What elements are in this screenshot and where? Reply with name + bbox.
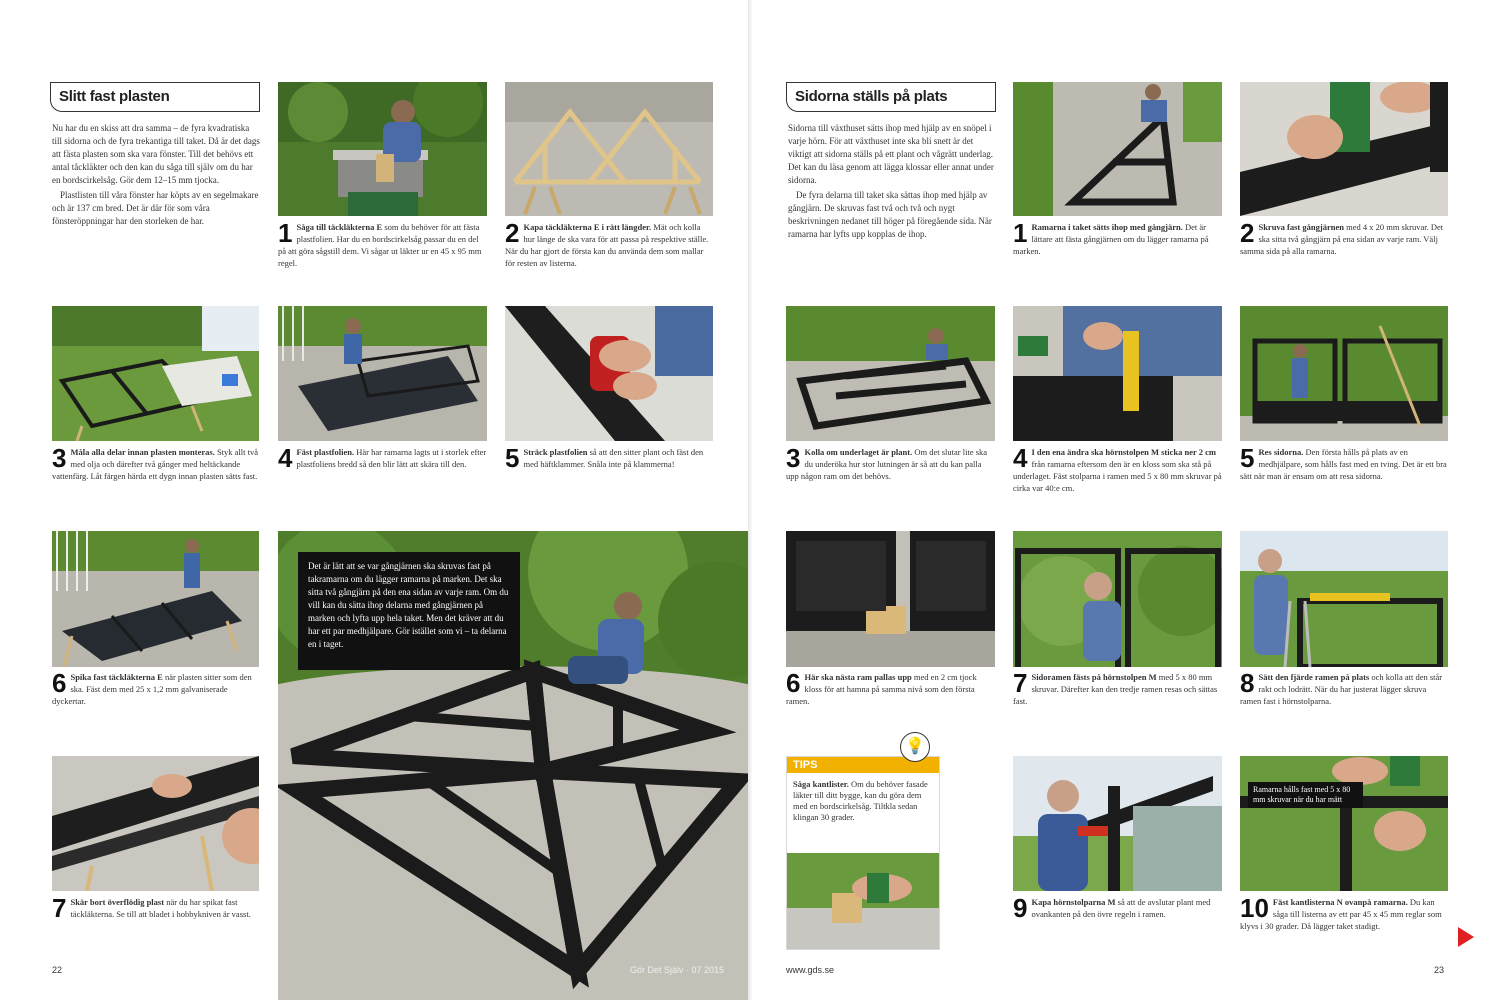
step-number: 7: [52, 893, 67, 923]
step-number: 9: [1013, 893, 1028, 923]
step-text: när du har spikat fast täckläkterna. Se till att bladet i hobbykniven är vasst.: [70, 897, 251, 919]
step-text: Du kan såga till listerna av ett par 45 x 45 mm reglar som klyvs i 30 grader. Då lägger taket stadigt.: [1240, 897, 1442, 931]
tips-body: Om du behöver fasade läkter till ditt bygge, kan du göra dem med en bordscirkelsåg. Tiltkla sedan klingan 30 grader.: [793, 779, 928, 822]
lightbulb-icon: 💡: [900, 732, 930, 762]
step-title: Ramarna i taket sätts ihop med gångjärn.: [1031, 222, 1183, 232]
step-number: 5: [505, 443, 520, 473]
step-2-caption: [1240, 218, 1448, 257]
step-4-caption: [278, 443, 487, 473]
step-title: Här ska nästa ram pallas upp: [804, 672, 912, 682]
step-7-photo: [1013, 531, 1222, 667]
step-text: med en 2 cm tjock kloss för att hamna på samma nivå som den första ramen.: [786, 672, 977, 706]
step-5-photo: [1240, 306, 1448, 441]
step-text: så att den sitter plant och fäst den med häftklammer. Snåla inte på klammerna!: [523, 447, 704, 469]
step-4-photo: [1013, 306, 1222, 441]
step-text: Mät och kolla hur länge de ska vara för att passa på respektive ställe. När du har gjort de första kan du använda dem som mallar för resten av listerna.: [505, 222, 709, 268]
step-6-photo: [52, 531, 259, 667]
step-text: Här har ramarna lagts ut i storlek efter plastfoliens bredd så den blir lätt att skära till den.: [296, 447, 487, 469]
step-number: 7: [1013, 668, 1028, 698]
step-3-caption: [786, 443, 995, 482]
step-number: 2: [505, 218, 520, 248]
step-5-caption: [505, 443, 713, 473]
step-4-photo: [278, 306, 487, 441]
step-title: Skruva fast gångjärnen: [1258, 222, 1344, 232]
step-title: Sätt den fjärde ramen på plats: [1258, 672, 1370, 682]
step-10-photo: [1240, 756, 1448, 891]
hinge-info-overlay: Det är lätt att se var gångjärnen ska skruvas fast på takramarna om du lägger ramarna på marken. Det ska sitta två gångjärn på den ena sidan av varje ram. Om du vill kan du sätta ihop delarna med gångjärnen på marken och lyfta upp hela taket. Men det kräver att du har ett par medhjälpare. Gör istället som vi – ta delarna en i taget.: [298, 552, 520, 670]
website-url: www.gds.se: [786, 965, 835, 975]
step-number: 5: [1240, 443, 1255, 473]
step-text: Styk allt två med olja och därefter två gånger med heltäckande vattenfärg. Låt färgen härda ett dygn innan plasten sätts fast.: [52, 447, 259, 481]
step-number: 6: [52, 668, 67, 698]
step-text: och kolla att den står rakt och lodrätt. När du har justerat lägger skruva ramen fast i hörnstolparna.: [1240, 672, 1443, 706]
step-title: Fäst kantlisterna N ovanpå ramarna.: [1272, 897, 1408, 907]
right-page: [752, 0, 1500, 1000]
tips-photo: [787, 853, 939, 949]
step-number: 8: [1240, 668, 1255, 698]
step-text: med 4 x 20 mm skruvar. Det ska sitta två gångjärn på ena sidan av varje ram. Välj samma sida på alla ramarna.: [1240, 222, 1444, 256]
step-text: Den första hålls på plats av en medhjälpare, som hålls fast med en tving. Det är ett bra sätt när man är ensam om att resa sidorna.: [1240, 447, 1447, 481]
step-1-caption: [1013, 218, 1222, 257]
step-number: 4: [278, 443, 293, 473]
step-3-caption: [52, 443, 259, 482]
intro-text: [52, 122, 260, 230]
step-6-photo: [786, 531, 995, 667]
step-8-photo: [1240, 531, 1448, 667]
step-5-photo: [505, 306, 713, 441]
step-number: 3: [786, 443, 801, 473]
section-heading: Slitt fast plasten: [50, 82, 260, 112]
step-text: Det är lättare att fästa gångjärnen om du lägger ramarna på marken.: [1013, 222, 1209, 256]
step-number: 2: [1240, 218, 1255, 248]
step-3-photo: [786, 306, 995, 441]
step-number: 10: [1240, 893, 1269, 923]
step-title: Kolla om underlaget är plant.: [804, 447, 913, 457]
step-title: Res sidorna.: [1258, 447, 1304, 457]
step-title: Kapa hörnstolparna M: [1031, 897, 1116, 907]
tips-text: [787, 773, 939, 829]
step-9-photo: [1013, 756, 1222, 891]
step-title: Skär bort överflödig plast: [70, 897, 165, 907]
step-8-caption: [1240, 668, 1448, 707]
left-page: [0, 0, 748, 1000]
step-5-caption: [1240, 443, 1448, 482]
step-title: Måla alla delar innan plasten monteras.: [70, 447, 215, 457]
intro-paragraph: De fyra delarna till taket ska sättas ihop med hjälp av gångjärn. De skruvas fast två och två och nygt beskrivningen nedanet till höger på föregående sida. När ramarna har lyfts upp kopplas de ihop.: [788, 190, 992, 239]
step-text: från ramarna eftersom den är en kloss som ska stå på underlaget. Fäst stolparna i ramen med 5 x 80 mm skruvar på cirka var 40:e cm.: [1013, 459, 1222, 493]
step-number: 4: [1013, 443, 1028, 473]
step-title: Såga till täckläkterna E: [296, 222, 383, 232]
step-number: 1: [278, 218, 293, 248]
step-1-caption: [278, 218, 487, 269]
step-7-photo: [52, 756, 259, 891]
intro-paragraph: Nu har du en skiss att dra samma – de fyra kvadratiska till sidorna och de fyra trekantiga till taket. Då är det dags att fästa plasten som ska vara fönster. Till det behövs ett antal tåckläkter och den kan du såga till själv om du har en bordscirkelsåg. Gör dem 12–15 mm tjocka.: [52, 123, 260, 185]
tips-label: TIPS: [787, 757, 939, 773]
step-7-caption: [1013, 668, 1222, 707]
step-number: 1: [1013, 218, 1028, 248]
intro-text: [788, 122, 996, 243]
step-2-photo: [1240, 82, 1448, 216]
step-text: Om det slutar lite ska du underöka hur stor lutningen är så att du kan palla upp någon ram om det behövs.: [786, 447, 988, 481]
step-title: I den ena ändra ska hörnstolpen M sticka ner 2 cm: [1031, 447, 1216, 457]
step-2-photo: [505, 82, 713, 216]
intro-paragraph: Sidorna till växthuset sätts ihop med hjälp av en snöpel i varje hörn. För att växthuset inte ska bli snett är det viktigt att sidorna ställs på ett plant och vågrätt underlag. Det kan du läsa genom att lägga klossar eller annat under sidorna.: [788, 123, 994, 185]
section-heading: Sidorna ställs på plats: [786, 82, 996, 112]
step-7-caption: [52, 893, 259, 923]
tips-title: Såga kantlister.: [793, 779, 849, 789]
step-number: 3: [52, 443, 67, 473]
screw-info-overlay: Ramarna hålls fast med 5 x 80 mm skruvar när du har mätt: [1248, 782, 1363, 808]
step-1-photo: [278, 82, 487, 216]
step-text: när plasten sitter som den ska. Fäst dem med 25 x 1,2 mm galvaniserade dyckertar.: [52, 672, 252, 706]
step-6-caption: [786, 668, 995, 707]
step-3-photo: [52, 306, 259, 441]
step-title: Spika fast täckläkterna E: [70, 672, 163, 682]
next-page-arrow-icon[interactable]: [1458, 927, 1474, 947]
step-number: 6: [786, 668, 801, 698]
step-title: Sidoramen fästs på hörnstolpen M: [1031, 672, 1157, 682]
page-number: 23: [1434, 965, 1445, 975]
step-title: Fäst plastfolien.: [296, 447, 355, 457]
step-title: Sträck plastfolien: [523, 447, 588, 457]
step-title: Kapa täckläkterna E i rätt längder.: [523, 222, 652, 232]
step-text: som du behöver för att fästa plastfolien. Har du en bordscirkelsåg passar du en del på att göra sågstill dem. Vi sågar ut läkter ur en 45 x 95 mm regel.: [278, 222, 482, 268]
step-text: så att de avslutar plant med ovankanten på den övre regeln i ramen.: [1031, 897, 1211, 919]
magazine-folio: Gör Det Själv · 07 2015: [630, 965, 725, 975]
step-1-photo: [1013, 82, 1222, 216]
step-9-caption: [1013, 893, 1222, 923]
step-text: med 5 x 80 mm skruvar. Därefter kan den tredje ramen resas och sättas fast.: [1013, 672, 1218, 706]
page-number: 22: [52, 965, 63, 975]
step-6-caption: [52, 668, 259, 707]
step-10-caption: [1240, 893, 1448, 932]
intro-paragraph: Plastlisten till våra fönster har köpts av en segelmakare och är 137 cm bred. Det är där för som våra fönsteröppningar har den storleken de har.: [52, 190, 259, 226]
tips-box: [786, 756, 940, 950]
step-4-caption: [1013, 443, 1222, 494]
step-2-caption: [505, 218, 713, 269]
